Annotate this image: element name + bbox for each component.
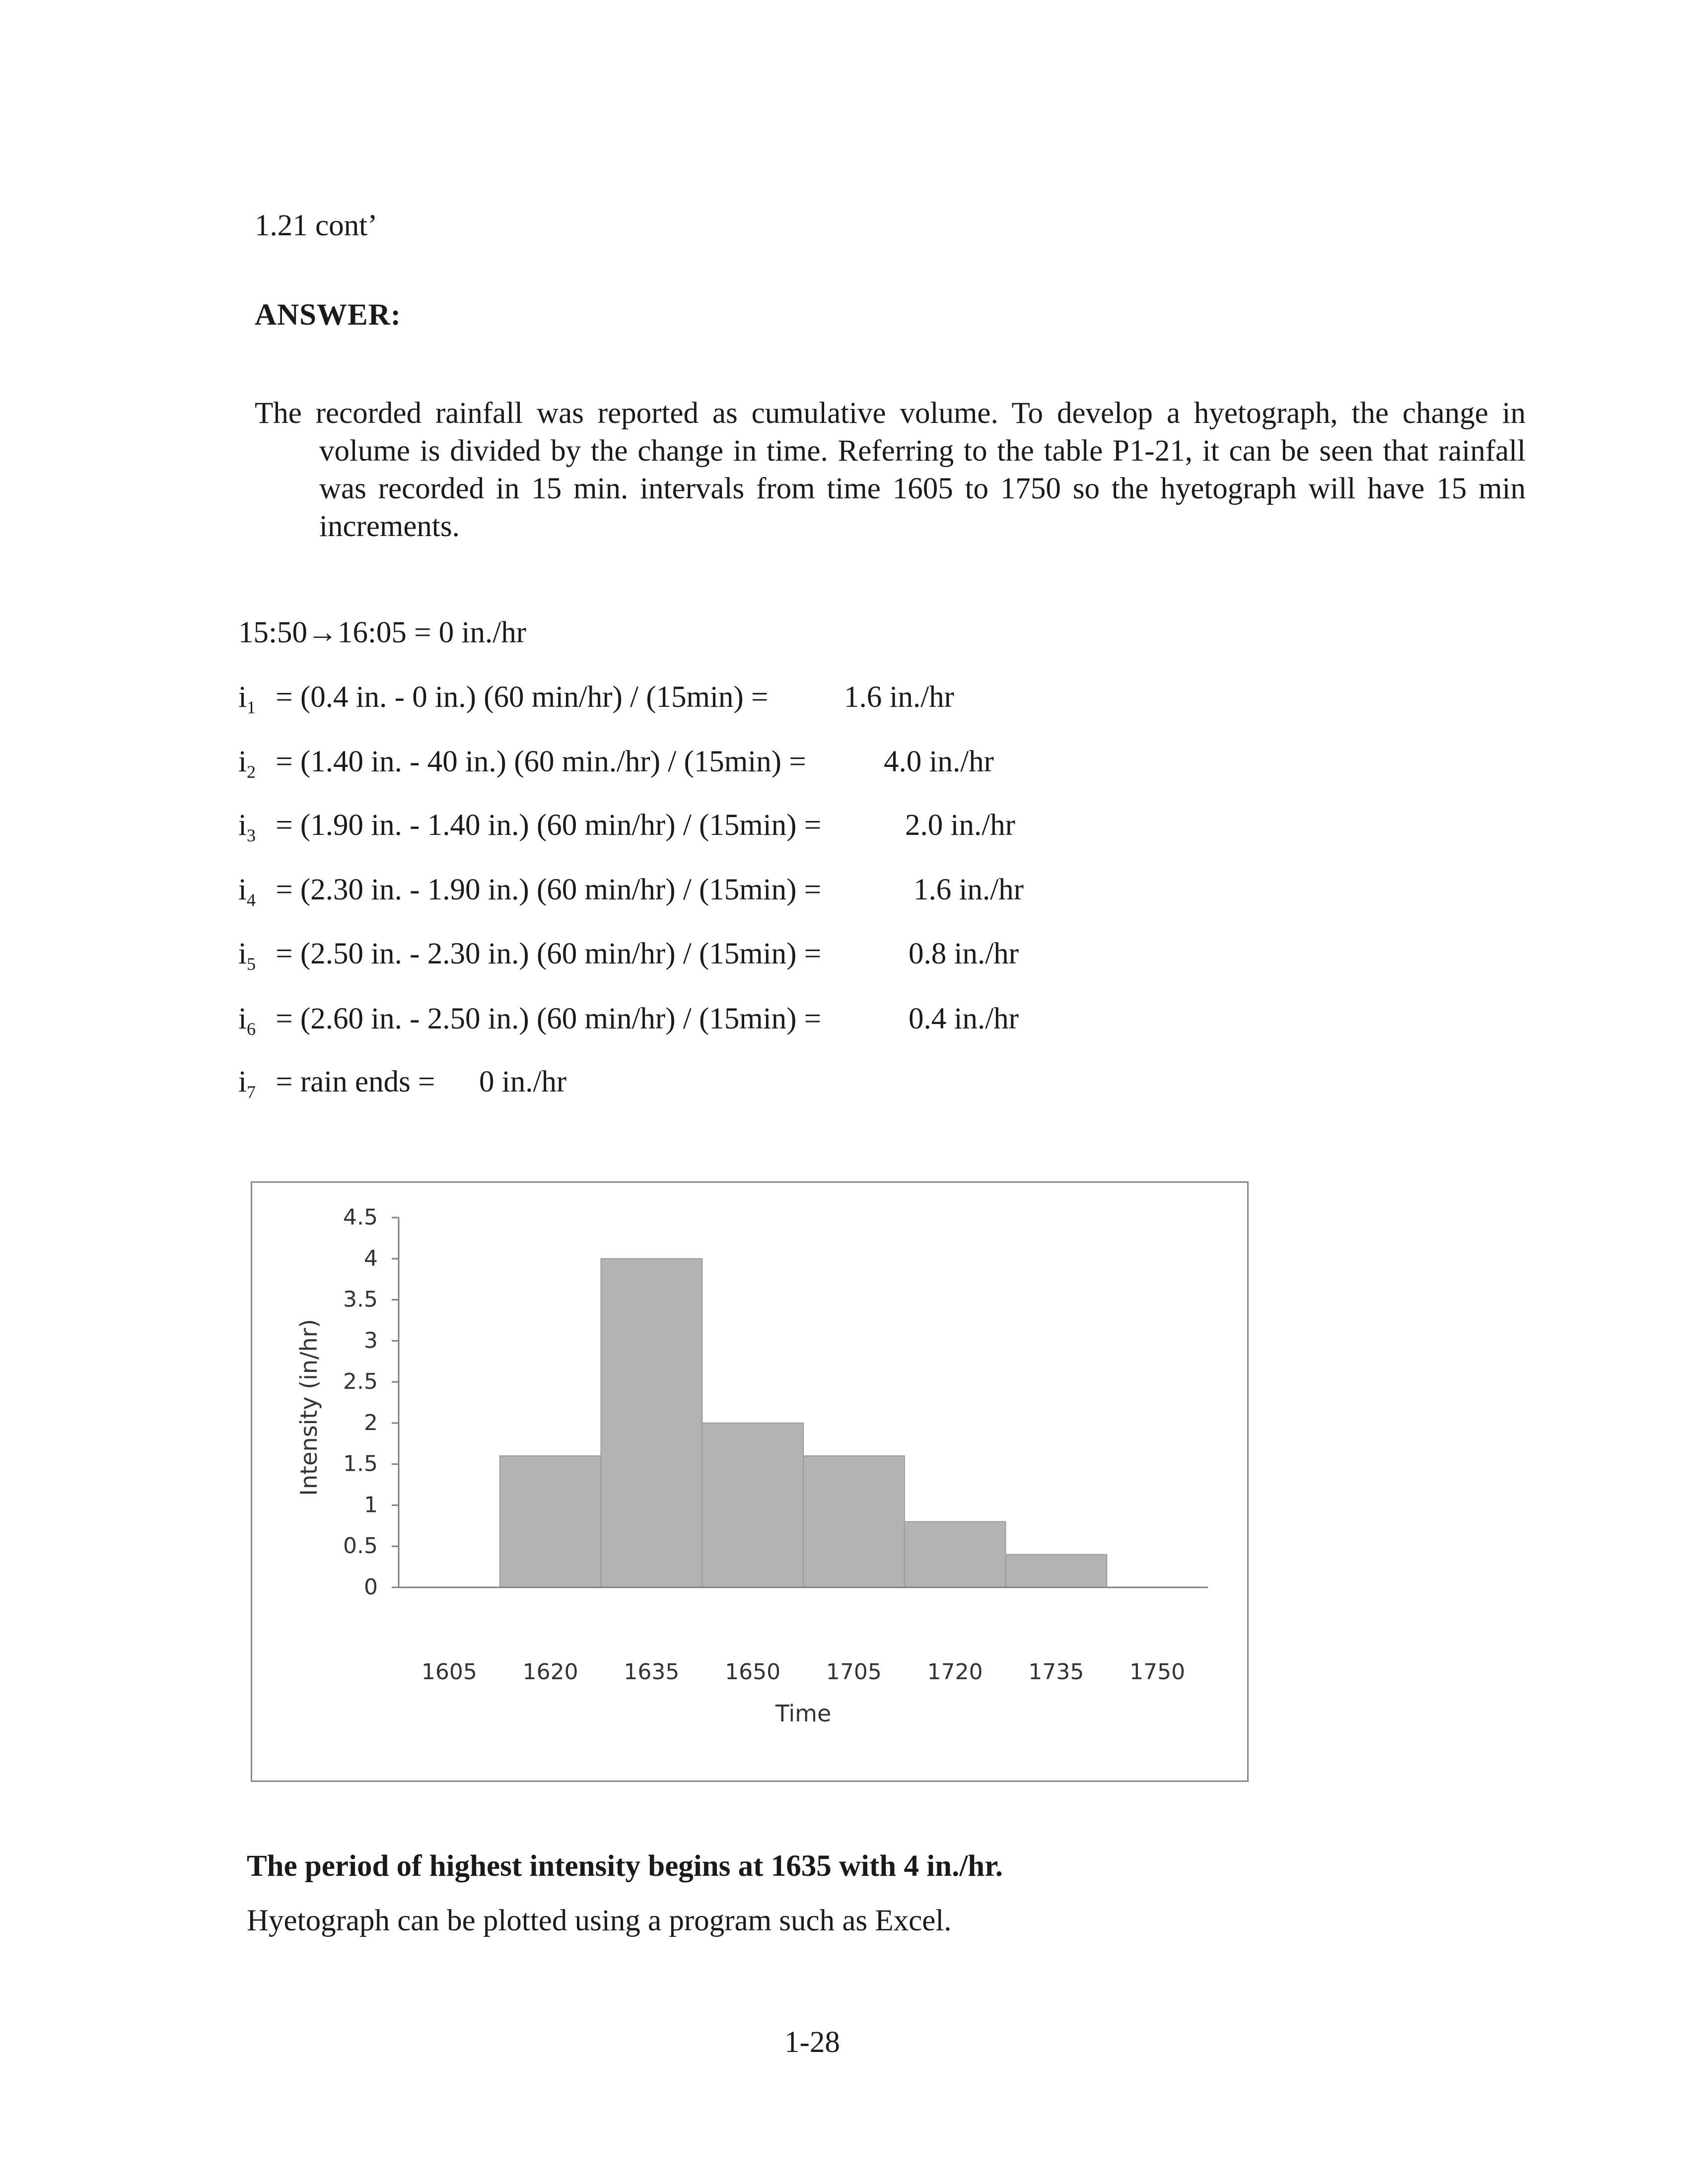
equation-body: = (1.40 in. - 40 in.) (60 min./hr) / (15min) = (276, 745, 806, 778)
y-tick-label: 1.5 (343, 1451, 378, 1477)
equation-variable: $i_2$ (238, 745, 256, 782)
equation-result: 0 in./hr (479, 1065, 567, 1098)
equation-variable: $i_3$ (238, 809, 256, 846)
bar (702, 1423, 803, 1587)
bar (1006, 1555, 1107, 1587)
equation-variable: $i_5$ (238, 937, 256, 974)
bar (500, 1456, 601, 1587)
bar (905, 1522, 1006, 1587)
x-tick-label: 1720 (927, 1659, 983, 1685)
x-tick-label: 1620 (522, 1659, 578, 1685)
equation-body: = (2.50 in. - 2.30 in.) (60 min/hr) / (15min) = (276, 937, 822, 970)
equation-line (238, 680, 954, 718)
x-tick-label: 1735 (1028, 1659, 1084, 1685)
x-tick-label: 1750 (1129, 1659, 1186, 1685)
equation-variable: $i_7$ (238, 1065, 256, 1102)
y-tick-label: 4 (364, 1245, 378, 1271)
equation-body: = (1.90 in. - 1.40 in.) (60 min/hr) / (15min) = (276, 809, 822, 842)
equation-line (238, 615, 526, 650)
x-tick-label: 1635 (624, 1659, 680, 1685)
problem-header: 1.21 cont’ (255, 209, 378, 242)
x-tick-label: 1650 (725, 1659, 781, 1685)
equation-line (238, 745, 994, 782)
page-number: 1-28 (784, 2026, 840, 2059)
y-tick-label: 0 (364, 1574, 378, 1600)
equation-body: = rain ends = (276, 1065, 435, 1098)
equation-result: 0.8 in./hr (909, 937, 1019, 970)
equation-result: 1.6 in./hr (914, 873, 1024, 906)
equation-body: = (2.60 in. - 2.50 in.) (60 min/hr) / (15min) = (276, 1002, 822, 1035)
equation-line (238, 873, 1024, 910)
equation-body: = (2.30 in. - 1.90 in.) (60 min/hr) / (15min) = (276, 873, 822, 906)
x-tick-label: 1705 (826, 1659, 882, 1685)
y-tick-label: 4.5 (343, 1205, 378, 1230)
x-tick-label: 1605 (421, 1659, 477, 1685)
y-tick-label: 1 (364, 1492, 378, 1518)
x-axis-title: Time (775, 1700, 832, 1727)
equation-result: 4.0 in./hr (884, 745, 994, 778)
conclusion-text: The period of highest intensity begins at 1635 with 4 in./hr. (247, 1849, 1003, 1883)
y-tick-label: 3.5 (343, 1287, 378, 1312)
y-tick-label: 2.5 (343, 1369, 378, 1395)
answer-label: ANSWER: (255, 298, 402, 332)
bar (601, 1259, 703, 1587)
hyetograph-chart (251, 1181, 1249, 1782)
intro-paragraph: The recorded rainfall was reported as cumulative volume. To develop a hyetograph, the change in volume is divided by the change in time. Referring to the table P1-21, it can be seen that rainfall was recorded in 15 min. intervals from time 1605 to 1750 so the hyetograph will have 15 min increments. (255, 397, 1526, 543)
equation-line (238, 937, 1019, 974)
equation-variable: $i_1$ (238, 681, 256, 718)
equation-body: 15:50→16:05 = 0 in./hr (238, 616, 527, 649)
equation-result: 2.0 in./hr (905, 809, 1015, 842)
equation-result: 1.6 in./hr (844, 681, 954, 714)
bar (803, 1456, 905, 1587)
equation-variable: $i_4$ (238, 873, 256, 910)
equation-body: = (0.4 in. - 0 in.) (60 min/hr) / (15min) = (276, 681, 769, 714)
note-text: Hyetograph can be plotted using a program such as Excel. (247, 1904, 952, 1937)
equation-line (238, 808, 1015, 846)
equation-line (238, 1065, 567, 1102)
equation-variable: $i_6$ (238, 1002, 256, 1039)
y-axis-title: Intensity (in/hr) (295, 1319, 322, 1496)
y-tick-label: 2 (364, 1410, 378, 1435)
hyetograph-svg (252, 1183, 1247, 1780)
y-tick-label: 0.5 (343, 1533, 378, 1559)
equation-result: 0.4 in./hr (909, 1002, 1019, 1035)
equation-line (238, 1002, 1019, 1039)
y-tick-label: 3 (364, 1328, 378, 1354)
